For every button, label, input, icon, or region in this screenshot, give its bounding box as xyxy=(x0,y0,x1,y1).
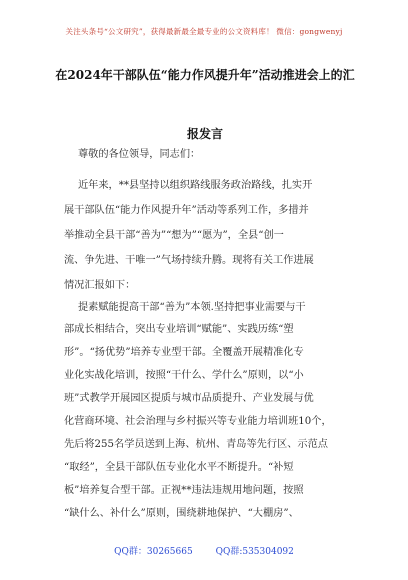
paragraph-line: 流、争先进、干唯一”气场持续升腾。现将有关工作进展 xyxy=(64,255,314,266)
salutation: 尊敬的各位领导，同志们： xyxy=(78,149,201,160)
paragraph-line: 举推动全县干部“善为”“想为”“愿为”，全县“创一 xyxy=(64,230,284,241)
paragraph-line: 情况汇报如下： xyxy=(64,280,136,291)
paragraph-line: 业化实战化培训，按照“干什么、学什么”原则，以“小 xyxy=(64,370,304,381)
paragraph-line: 板”培养复合型干部。正视**违法违规用地问题，按照 xyxy=(64,485,304,496)
footer-qq-group-1: QQ群：30265665 xyxy=(114,547,193,557)
document-title-line-2: 报发言 xyxy=(186,127,223,141)
paragraph-line: 化营商环境、社会治理与乡村振兴等专业能力培训班10个， xyxy=(64,416,332,427)
paragraph-line: 班”式教学开展园区提质与城市品质提升、产业发展与优 xyxy=(64,393,314,404)
paragraph-line: 近年来，**县坚持以组织路线服务政治路线，扎实开 xyxy=(78,180,313,191)
paragraph-line: 展干部队伍“能力作风提升年”活动等系列工作，多措并 xyxy=(64,205,309,216)
paragraph-line: 部成长相结合，突出专业培训“赋能”、实践历练“塑 xyxy=(64,324,294,335)
paragraph-line: 形”。“扬优势”培养专业型干部。全覆盖开展精准化专 xyxy=(64,347,304,358)
document-title-line-1: 在2024年干部队伍“能力作风提升年”活动推进会上的汇 xyxy=(55,68,355,82)
footer-qq-group-2: QQ群:535304092 xyxy=(215,547,294,557)
header-banner: 关注头条号“公文研究”，获得最新最全最专业的公文资料库！ 微信：gongwenyj xyxy=(65,27,343,36)
paragraph-line: “取经”，全县干部队伍专业化水平不断提升。“补短 xyxy=(64,462,294,473)
paragraph-line: 先后将255名学员送到上海、杭州、青岛等先行区、示范点 xyxy=(64,439,328,450)
footer xyxy=(0,544,408,557)
paragraph-line: 提素赋能提高干部“善为”本领.坚持把事业需要与干 xyxy=(78,302,306,313)
paragraph-line: “缺什么、补什么”原则，围绕耕地保护、“大棚房”、 xyxy=(64,508,299,519)
